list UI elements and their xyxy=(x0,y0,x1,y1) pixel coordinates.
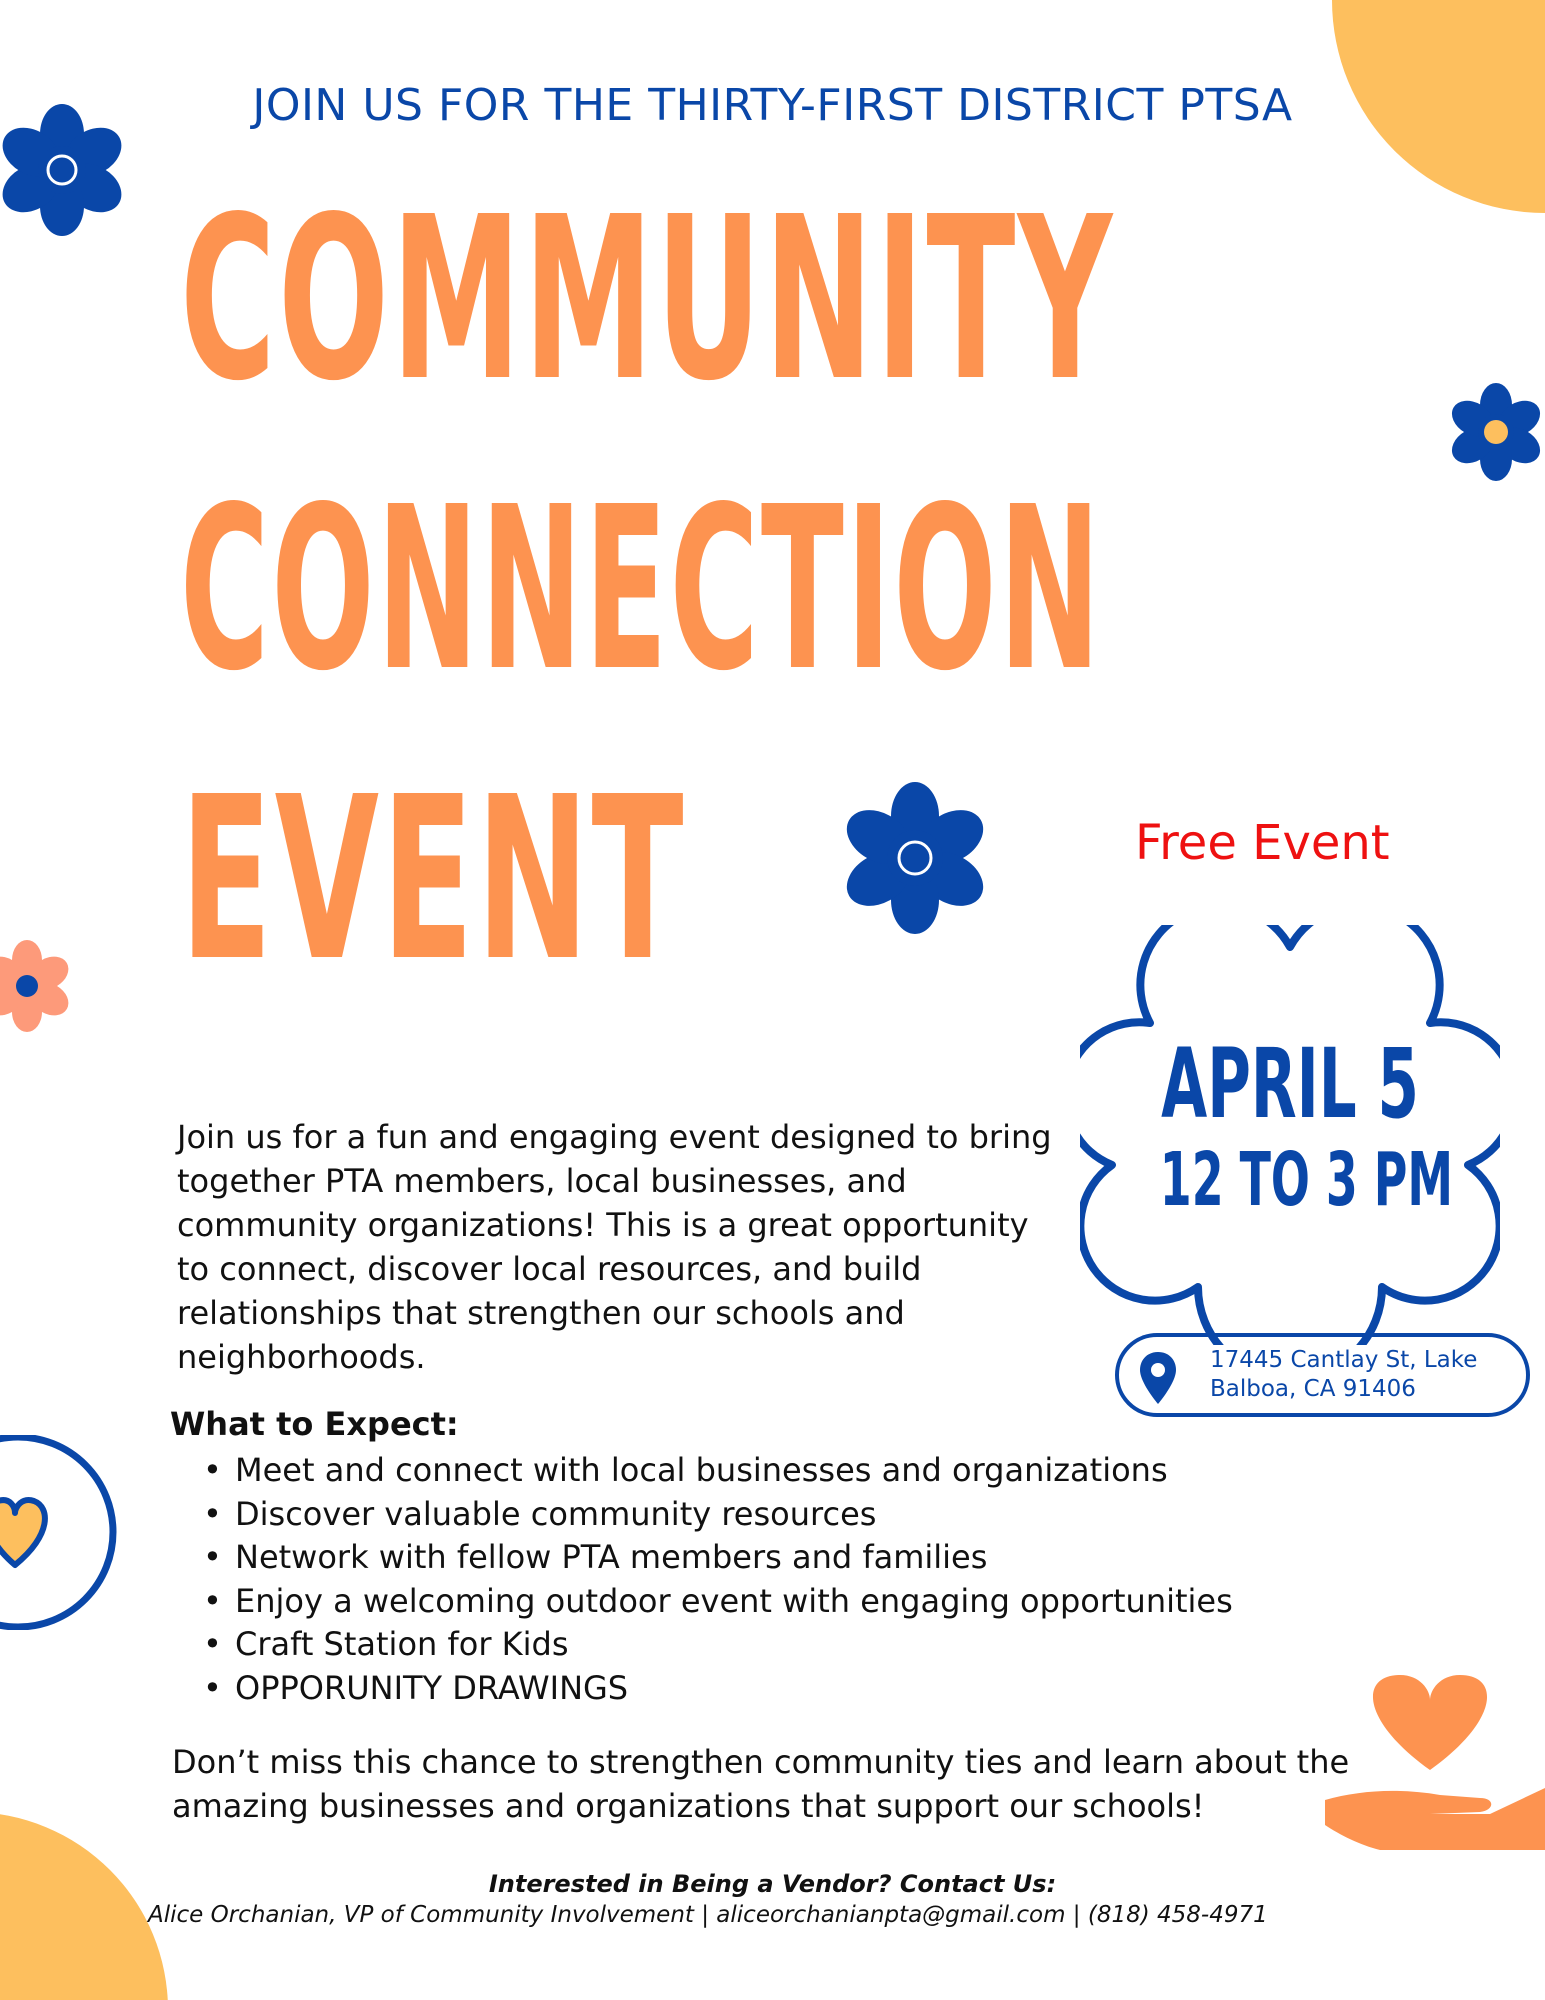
list-item: • Network with fellow PTA members and families xyxy=(235,1536,1233,1580)
event-title xyxy=(180,155,1545,1025)
title-line-2: CONNECTION xyxy=(180,459,1103,721)
free-event-badge: Free Event xyxy=(1135,815,1390,871)
vendor-contact: Alice Orchanian, VP of Community Involvement | aliceorchanianpta@gmail.com | (818) 458-4971 xyxy=(148,1902,1268,1928)
address-line-2: Balboa, CA 91406 xyxy=(1210,1376,1416,1402)
event-time: 12 TO 3 PM xyxy=(1159,1137,1454,1223)
hand-heart-icon xyxy=(1320,1670,1545,1850)
event-kicker: JOIN US FOR THE THIRTY-FIRST DISTRICT PTSA xyxy=(252,80,1293,131)
title-line-1: COMMUNITY xyxy=(180,169,1115,431)
list-item: • Craft Station for Kids xyxy=(235,1623,1233,1667)
location-pin-icon xyxy=(1138,1350,1178,1406)
heart-icon xyxy=(0,1435,125,1630)
expect-list xyxy=(235,1449,1233,1710)
list-item: • Enjoy a welcoming outdoor event with engaging opportunities xyxy=(235,1580,1233,1624)
event-address xyxy=(1210,1346,1520,1404)
bottom-left-circle xyxy=(0,1810,170,2000)
list-item: • Meet and connect with local businesses and organizations xyxy=(235,1449,1233,1493)
title-line-3: EVENT xyxy=(180,749,686,1011)
event-date: APRIL 5 xyxy=(1161,1028,1419,1140)
expect-heading: What to Expect: xyxy=(170,1405,459,1443)
closing-paragraph: Don’t miss this chance to strengthen community ties and learn about the amazing businesses and organizations that support our schools! xyxy=(172,1743,1350,1825)
list-item: • Discover valuable community resources xyxy=(235,1493,1233,1537)
intro-paragraph: Join us for a fun and engaging event designed to bring together PTA members, local businesses, and community organizations! This is a great opportunity to connect, discover local resources, and build relationships that strengthen our schools and neighborhoods. xyxy=(177,1118,1052,1376)
address-line-1: 17445 Cantlay St, Lake xyxy=(1210,1347,1478,1373)
vendor-heading: Interested in Being a Vendor? Contact Us: xyxy=(488,1870,1057,1898)
date-time-block xyxy=(1080,1030,1500,1222)
list-item: • OPPORUNITY DRAWINGS xyxy=(235,1667,1233,1711)
flower-icon xyxy=(0,938,70,1034)
